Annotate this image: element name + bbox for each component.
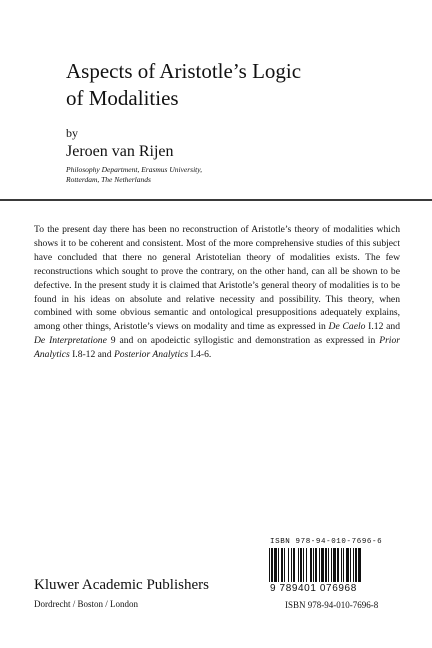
barcode-bar [358, 548, 361, 582]
abstract-text-4: I.8-12 and [69, 349, 114, 361]
title-line-2: of Modalities [66, 86, 179, 110]
publisher-cities: Dordrecht / Boston / London [34, 599, 138, 609]
abstract-text-1: To the present day there has been no reconstruction of Aristotle’s theory of modalities which shows it to be coherent and consistent. Most of the more comprehensive studies of this subject have concluded that there no general Aristotelian theory of modalities exists. The few reconstructions which sought to prove the contrary, on the other hand, can all be shown to be defective. In the present study it is claimed that Aristotle’s general theory of modalities is to be found in his ideas on absolute and relative necessity and possibility. This theory, when combined with some obvious semantic and ontological presuppositions adequately explains, among other things, Aristotle’s views on modality and time as expressed in [34, 224, 400, 333]
isbn-label-top: ISBN 978-94-010-7696-6 [270, 538, 383, 546]
barcode-bar [346, 548, 349, 582]
barcode-bar [331, 548, 332, 582]
barcode-bar [355, 548, 357, 582]
barcode-bar [298, 548, 299, 582]
barcode-bar [321, 548, 324, 582]
barcode-bar [284, 548, 285, 582]
work-title-de-caelo: De Caelo [328, 321, 366, 333]
barcode-bar [288, 548, 289, 582]
author-affiliation [66, 165, 202, 185]
barcode-bar [269, 548, 270, 582]
barcode-bar [313, 548, 314, 582]
author-name: Jeroen van Rijen [66, 143, 174, 160]
barcode-bar [315, 548, 317, 582]
barcode-bar [333, 548, 336, 582]
publisher-name: Kluwer Academic Publishers [34, 577, 209, 593]
barcode-bar [291, 548, 292, 582]
barcode-bar [300, 548, 302, 582]
work-title-posterior-analytics: Posterior Analytics [113, 349, 189, 361]
isbn-label-bottom: ISBN 978-94-010-7696-8 [285, 600, 379, 610]
barcode-bar [328, 548, 329, 582]
barcode-bar [310, 548, 312, 582]
barcode-bar [350, 548, 351, 582]
barcode-bar [306, 548, 307, 582]
abstract-paragraph [34, 223, 400, 362]
affiliation-line-1: Philosophy Department, Erasmus University, [66, 165, 203, 174]
barcode-bar [303, 548, 304, 582]
barcode-image [268, 548, 400, 582]
title-line-1: Aspects of Aristotle’s Logic [66, 59, 302, 83]
barcode-bar [319, 548, 320, 582]
abstract-text-2: I.12 and [365, 321, 400, 333]
barcode-bar [293, 548, 295, 582]
barcode-bar [278, 548, 279, 582]
barcode-bar [353, 548, 354, 582]
barcode-bar [337, 548, 339, 582]
work-title-prior-analytics: Prior Analytics [34, 335, 400, 361]
by-label: by [66, 126, 78, 140]
work-title-de-interpretatione: De Interpretatione [34, 335, 107, 347]
abstract-text-5: I.4-6. [188, 349, 212, 361]
barcode-bar [341, 548, 342, 582]
book-title [66, 58, 396, 112]
affiliation-line-2: Rotterdam, The Netherlands [66, 175, 151, 184]
abstract-text-3: 9 and on apodeictic syllogistic and demonstration as expressed in [106, 335, 380, 347]
barcode-bar [325, 548, 327, 582]
divider-rule [0, 199, 432, 201]
barcode-bar [271, 548, 273, 582]
barcode-bar [281, 548, 283, 582]
isbn-barcode-digits: 9 789401 076968 [270, 583, 357, 594]
barcode-bar [343, 548, 344, 582]
barcode-bar [274, 548, 277, 582]
